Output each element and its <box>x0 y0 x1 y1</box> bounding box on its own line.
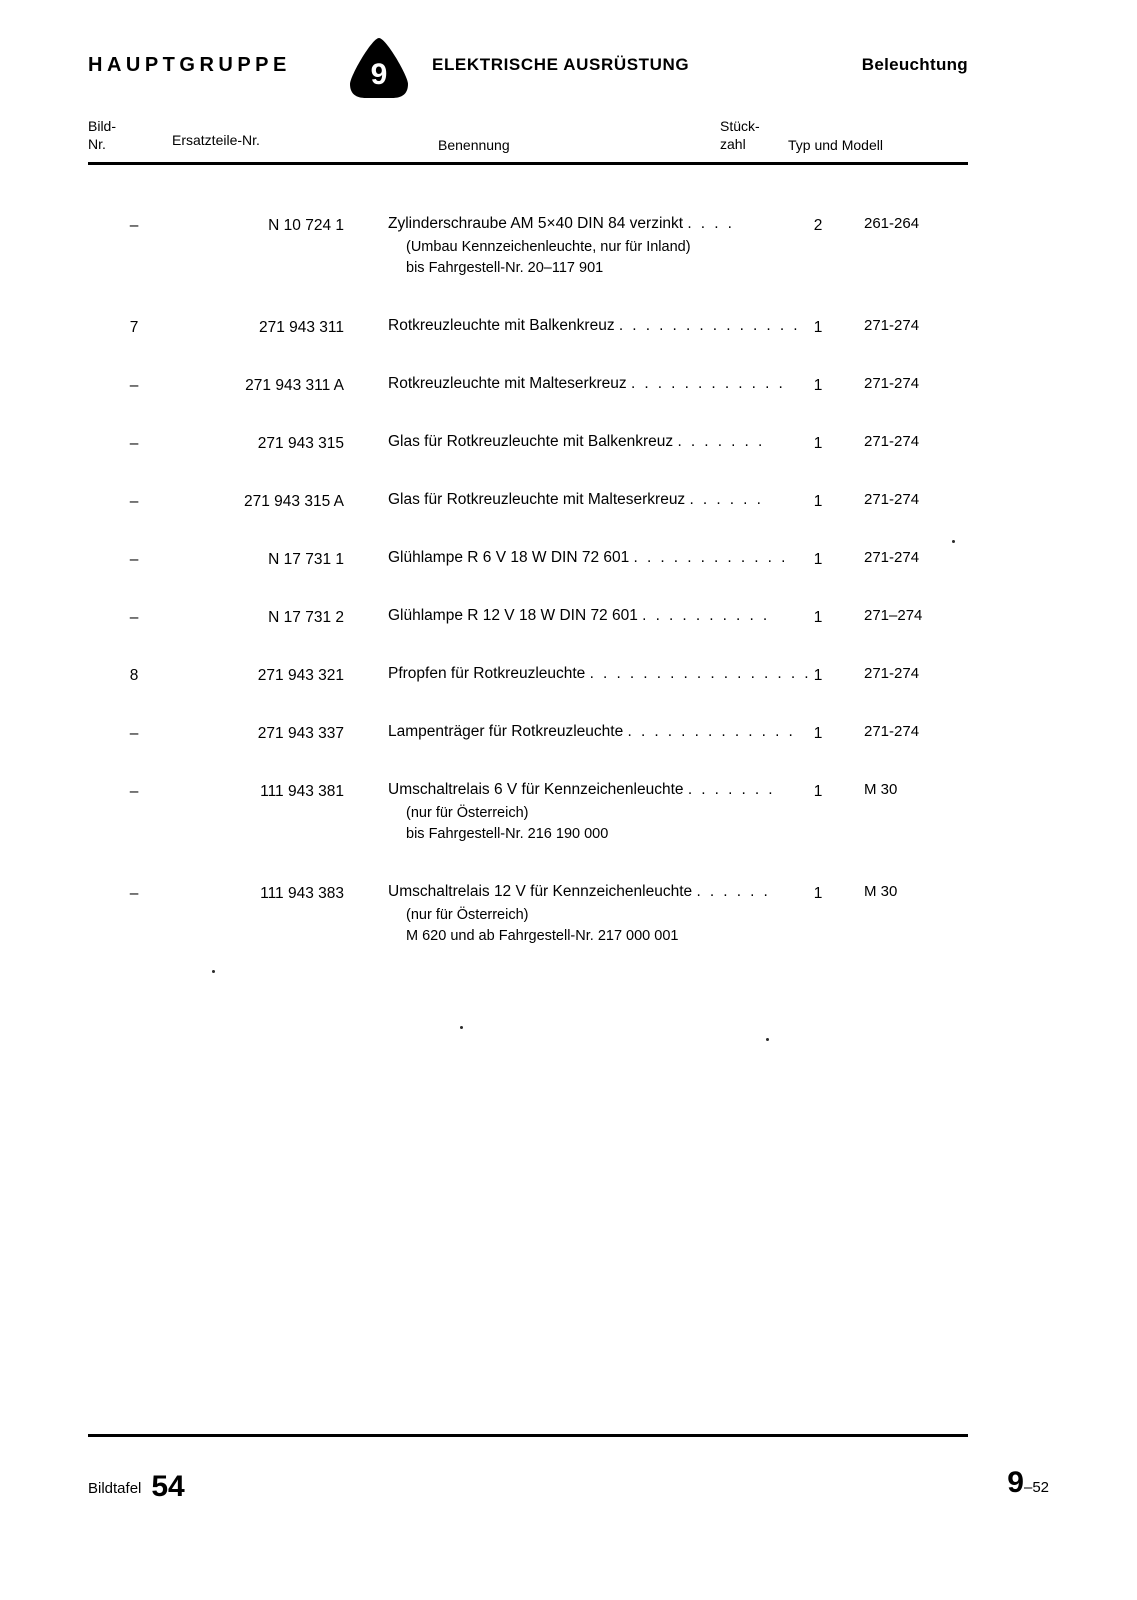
table-column-headers <box>88 118 968 160</box>
svg-text:9: 9 <box>370 58 388 91</box>
cell-part-number: N 17 731 2 <box>268 609 344 626</box>
leader-dots: . . . . . . <box>696 883 771 900</box>
cell-bild-nr: – <box>129 725 139 742</box>
cell-type-model: 271-274 <box>864 665 920 682</box>
cell-quantity: 1 <box>813 609 823 626</box>
cell-quantity: 2 <box>813 217 823 234</box>
cell-designation <box>388 215 798 276</box>
leader-dots: . . . . . . <box>689 491 764 508</box>
print-speck <box>766 1038 769 1041</box>
designation-note-1: (nur für Österreich) <box>406 907 529 923</box>
column-header-quantity <box>720 118 760 153</box>
main-group-label: HAUPTGRUPPE <box>88 54 291 76</box>
leader-dots: . . . . . . . . . . . . . . <box>618 317 800 334</box>
leader-dots: . . . . . . . . . . . . . . . . . <box>589 665 811 682</box>
designation-text: Glas für Rotkreuzleuchte mit Malteserkreuz <box>388 491 686 508</box>
cell-type-model: 271-274 <box>864 491 920 508</box>
cell-type-model: 271-274 <box>864 317 920 334</box>
table-row <box>88 215 968 287</box>
cell-designation <box>388 723 798 741</box>
leader-dots: . . . . . . . . . . . . <box>630 375 786 392</box>
plate-number: 54 <box>151 1470 185 1503</box>
cell-type-model: M 30 <box>864 781 898 798</box>
column-header-quantity-line1: Stück- <box>720 118 760 134</box>
cell-designation <box>388 375 798 393</box>
page-header <box>88 42 968 98</box>
cell-type-model: 261-264 <box>864 215 920 232</box>
cell-designation <box>388 665 811 683</box>
table-row <box>88 723 968 757</box>
cell-designation <box>388 549 798 567</box>
column-header-bild-nr <box>88 118 116 153</box>
column-header-bild-nr-line1: Bild- <box>88 118 117 134</box>
page-separator: – <box>1023 1479 1033 1496</box>
cell-part-number: 271 943 315 A <box>244 493 344 510</box>
designation-note-1: (Umbau Kennzeichenleuchte, nur für Inland) <box>406 239 691 255</box>
cell-bild-nr: – <box>129 435 139 452</box>
cell-designation <box>388 317 798 335</box>
column-header-designation: Benennung <box>438 137 510 153</box>
designation-note-1: (nur für Österreich) <box>406 805 529 821</box>
cell-type-model: 271–274 <box>864 607 923 624</box>
table-row <box>88 317 968 351</box>
designation-text: Pfropfen für Rotkreuzleuchte <box>388 665 586 682</box>
column-header-part-no: Ersatzteile-Nr. <box>172 132 260 148</box>
cell-part-number: 111 943 381 <box>260 783 344 800</box>
cell-designation <box>388 607 798 625</box>
cell-quantity: 1 <box>813 551 823 568</box>
designation-note-2: bis Fahrgestell-Nr. 216 190 000 <box>406 826 609 842</box>
cell-quantity: 1 <box>813 885 823 902</box>
leader-dots: . . . . . . . . . . <box>642 607 770 624</box>
section-title: ELEKTRISCHE AUSRÜSTUNG <box>432 55 690 74</box>
leader-dots: . . . . <box>687 215 735 232</box>
cell-quantity: 1 <box>813 783 823 800</box>
designation-text: Rotkreuzleuchte mit Balkenkreuz <box>388 317 615 334</box>
designation-text: Lampenträger für Rotkreuzleuchte <box>388 723 624 740</box>
header-divider-rule <box>88 162 968 165</box>
cell-part-number: 111 943 383 <box>260 885 344 902</box>
print-speck <box>460 1026 463 1029</box>
cell-bild-nr: – <box>129 217 139 234</box>
cell-bild-nr: – <box>129 783 139 800</box>
page-number <box>1007 1466 1049 1500</box>
print-speck <box>952 540 955 543</box>
designation-text: Umschaltrelais 6 V für Kennzeichenleuchte <box>388 781 684 798</box>
leader-dots: . . . . . . . . . . . . . <box>627 723 796 740</box>
column-header-type-model: Typ und Modell <box>788 137 883 153</box>
cell-quantity: 1 <box>813 725 823 742</box>
table-row <box>88 883 968 955</box>
cell-part-number: 271 943 321 <box>257 667 344 684</box>
cell-quantity: 1 <box>813 319 823 336</box>
table-row <box>88 665 968 699</box>
page-group-number: 9 <box>1007 1466 1024 1499</box>
cell-part-number: 271 943 311 <box>258 319 344 336</box>
cell-quantity: 1 <box>813 435 823 452</box>
designation-text: Zylinderschraube AM 5×40 DIN 84 verzinkt <box>388 215 684 232</box>
print-speck <box>212 970 215 973</box>
cell-type-model: M 30 <box>864 883 898 900</box>
table-row <box>88 549 968 583</box>
cell-bild-nr: – <box>129 551 139 568</box>
leader-dots: . . . . . . . <box>677 433 765 450</box>
cell-designation <box>388 433 798 451</box>
cell-quantity: 1 <box>813 377 823 394</box>
plate-reference <box>88 1470 185 1504</box>
cell-bild-nr: – <box>129 377 139 394</box>
cell-type-model: 271-274 <box>864 723 920 740</box>
cell-designation <box>388 491 798 509</box>
subsection-title: Beleuchtung <box>861 55 968 74</box>
cell-quantity: 1 <box>813 667 823 684</box>
cell-bild-nr: – <box>129 493 139 510</box>
cell-bild-nr: 8 <box>129 667 139 684</box>
cell-type-model: 271-274 <box>864 549 920 566</box>
cell-bild-nr: – <box>129 885 139 902</box>
cell-type-model: 271-274 <box>864 375 920 392</box>
table-row <box>88 433 968 467</box>
leader-dots: . . . . . . . . . . . . <box>633 549 788 566</box>
table-row <box>88 781 968 853</box>
leader-dots: . . . . . . . <box>687 781 776 798</box>
cell-quantity: 1 <box>813 493 823 510</box>
cell-type-model: 271-274 <box>864 433 920 450</box>
designation-text: Umschaltrelais 12 V für Kennzeichenleuchte <box>388 883 693 900</box>
table-row <box>88 375 968 409</box>
cell-part-number: 271 943 315 <box>257 435 344 452</box>
cell-part-number: 271 943 311 A <box>245 377 344 394</box>
column-header-quantity-line2: zahl <box>720 135 746 152</box>
cell-bild-nr: – <box>129 609 139 626</box>
designation-text: Glühlampe R 6 V 18 W DIN 72 601 <box>388 549 630 566</box>
cell-designation <box>388 781 798 842</box>
designation-note-2: bis Fahrgestell-Nr. 20–117 901 <box>406 260 604 276</box>
table-row <box>88 607 968 641</box>
column-header-bild-nr-line2: Nr. <box>88 135 106 152</box>
designation-note-2: M 620 und ab Fahrgestell-Nr. 217 000 001 <box>406 928 679 944</box>
cell-part-number: N 10 724 1 <box>268 217 344 234</box>
cell-bild-nr: 7 <box>129 319 139 336</box>
designation-text: Glas für Rotkreuzleuchte mit Balkenkreuz <box>388 433 674 450</box>
parts-table-body <box>88 215 968 985</box>
footer-divider-rule <box>88 1434 968 1437</box>
cell-designation <box>388 883 798 944</box>
group-number-badge <box>346 36 412 102</box>
cell-part-number: 271 943 337 <box>257 725 344 742</box>
designation-text: Rotkreuzleuchte mit Malteserkreuz <box>388 375 627 392</box>
table-row <box>88 491 968 525</box>
cell-part-number: N 17 731 1 <box>268 551 344 568</box>
plate-label: Bildtafel <box>88 1480 142 1497</box>
designation-text: Glühlampe R 12 V 18 W DIN 72 601 <box>388 607 638 624</box>
page-sub-number: 52 <box>1032 1479 1049 1496</box>
